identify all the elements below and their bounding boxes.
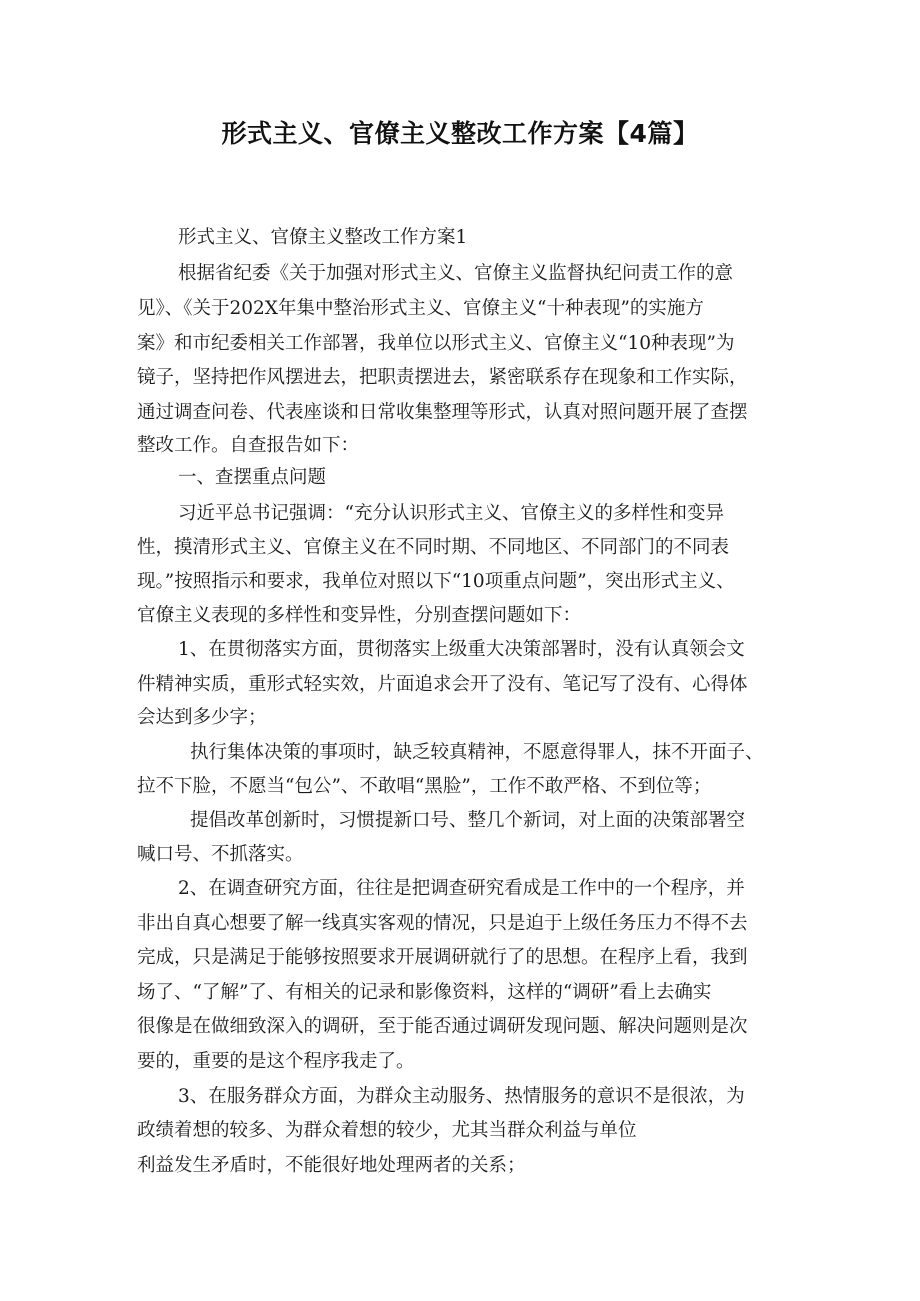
paragraph-line: 要的，重要的是这个程序我走了。 xyxy=(137,1051,415,1072)
paragraph-line: 性，摸清形式主义、官僚主义在不同时期、不同地区、不同部门的不同表 xyxy=(137,537,730,558)
paragraph-line: 场了、“了解”了、有相关的记录和影像资料，这样的“调研”看上去确实 xyxy=(137,982,712,1003)
paragraph-line: 提倡改革创新时，习惯提新口号、整几个新词，对上面的决策部署空 xyxy=(190,810,746,831)
document-title: 形式主义、官僚主义整改工作方案【4篇】 xyxy=(221,119,699,148)
paragraph-line: 政绩着想的较多、为群众着想的较少，尤其当群众利益与单位 xyxy=(137,1120,637,1141)
section-heading: 形式主义、官僚主义整改工作方案1 xyxy=(178,227,468,248)
paragraph-line: 2、在调查研究方面，往往是把调查研究看成是工作中的一个程序，并 xyxy=(178,878,745,899)
paragraph-line: 3、在服务群众方面，为群众主动服务、热情服务的意识不是很浓，为 xyxy=(178,1086,745,1107)
paragraph-line: 官僚主义表现的多样性和变异性，分别查摆问题如下： xyxy=(137,605,582,626)
paragraph-line: 件精神实质，重形式轻实效，片面追求会开了没有、笔记写了没有、心得体 xyxy=(137,674,748,695)
paragraph-line: 整改工作。自查报告如下： xyxy=(137,435,360,456)
paragraph-line: 1、在贯彻落实方面，贯彻落实上级重大决策部署时，没有认真领会文 xyxy=(178,639,745,660)
paragraph-line: 非出自真心想要了解一线真实客观的情况，只是迫于上级任务压力不得不去 xyxy=(137,913,748,934)
paragraph-line: 拉不下脸，不愿当“包公”、不敢唱“黑脸”，工作不敢严格、不到位等； xyxy=(137,776,712,797)
paragraph-line: 见》、《关于202X年集中整治形式主义、官僚主义“十种表现”的实施方 xyxy=(137,298,704,319)
paragraph-line: 现。”按照指示和要求，我单位对照以下“10项重点问题”，突出形式主义、 xyxy=(137,571,735,592)
paragraph-line: 执行集体决策的事项时，缺乏较真精神，不愿意得罪人，抹不开面子、 xyxy=(190,742,764,763)
paragraph-line: 完成，只是满足于能够按照要求开展调研就行了的思想。在程序上看，我到 xyxy=(137,947,748,968)
paragraph-line: 喊口号、不抓落实。 xyxy=(137,844,304,865)
paragraph-line: 利益发生矛盾时，不能很好地处理两者的关系； xyxy=(137,1155,526,1176)
paragraph-line: 习近平总书记强调：“充分认识形式主义、官僚主义的多样性和变异 xyxy=(178,503,724,524)
paragraph-line: 通过调查问卷、代表座谈和日常收集整理等形式，认真对照问题开展了查摆 xyxy=(137,402,748,423)
paragraph-line: 案》和市纪委相关工作部署，我单位以形式主义、官僚主义“10种表现”为 xyxy=(137,333,735,354)
paragraph-line: 镜子，坚持把作风摆进去，把职责摆进去，紧密联系存在现象和工作实际， xyxy=(137,367,748,388)
paragraph-line: 根据省纪委《关于加强对形式主义、官僚主义监督执纪问责工作的意 xyxy=(178,263,734,284)
paragraph-line: 很像是在做细致深入的调研，至于能否通过调研发现问题、解决问题则是次 xyxy=(137,1016,748,1037)
section-heading: 一、查摆重点问题 xyxy=(178,467,327,488)
paragraph-line: 会达到多少字； xyxy=(137,707,267,728)
